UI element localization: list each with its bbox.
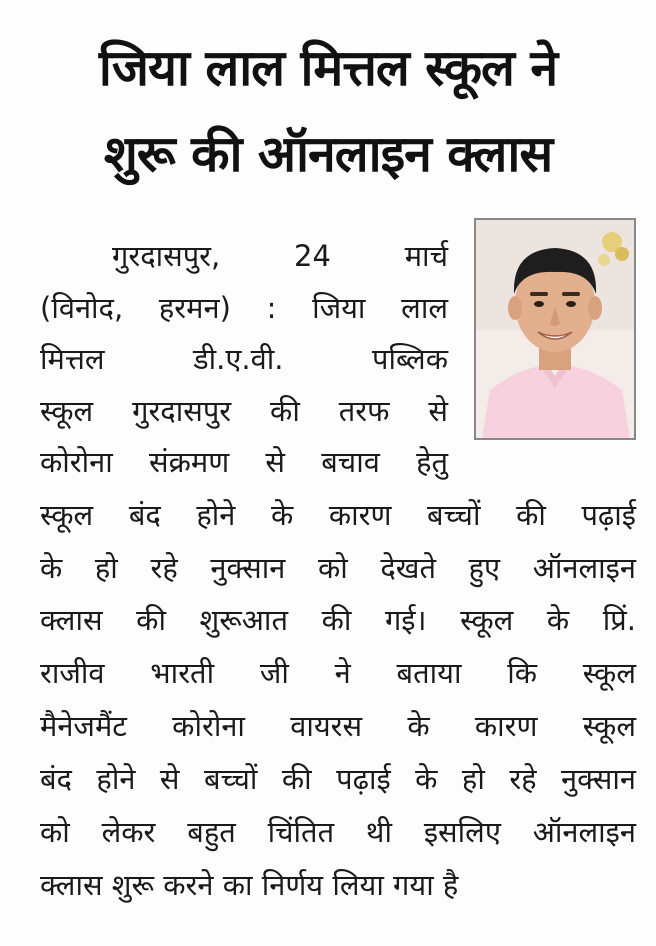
body-line-7: के हो रहे नुक्सान को देखते हुए ऑनलाइन: [40, 551, 636, 585]
body-line-8: क्लास की शुरूआत की गई। स्कूल के प्रिं.: [40, 603, 636, 637]
body-line-4: स्कूल गुरदासपुर की तरफ से: [40, 394, 448, 428]
body-line-11: बंद होने से बच्चों की पढ़ाई के हो रहे नुक्सान: [40, 762, 636, 796]
body-line-2: (विनोद, हरमन) : जिया लाल: [40, 291, 448, 325]
body-line-6: स्कूल बंद होने के कारण बच्चों की पढ़ाई: [40, 498, 636, 532]
body-line-12: को लेकर बहुत चिंतित थी इसलिए ऑनलाइन: [40, 815, 636, 849]
body-line-10: मैनेजमैंट कोरोना वायरस के कारण स्कूल: [40, 709, 636, 743]
headline-line-2: शुरू की ऑनलाइन क्लास: [103, 125, 553, 183]
portrait-photo-icon: [476, 220, 634, 438]
body-line-1: गुरदासपुर, 24 मार्च: [112, 239, 448, 273]
body-line-9: राजीव भारती जी ने बताया कि स्कूल: [40, 656, 636, 690]
headline-line-1: जिया लाल मित्तल स्कूल ने: [98, 39, 558, 97]
portrait-photo: [474, 218, 636, 440]
body-line-13: क्लास शुरू करने का निर्णय लिया गया है: [40, 868, 459, 902]
body-line-3: मित्तल डी.ए.वी. पब्लिक: [40, 342, 448, 376]
body-line-5: कोरोना संक्रमण से बचाव हेतु: [40, 445, 448, 479]
